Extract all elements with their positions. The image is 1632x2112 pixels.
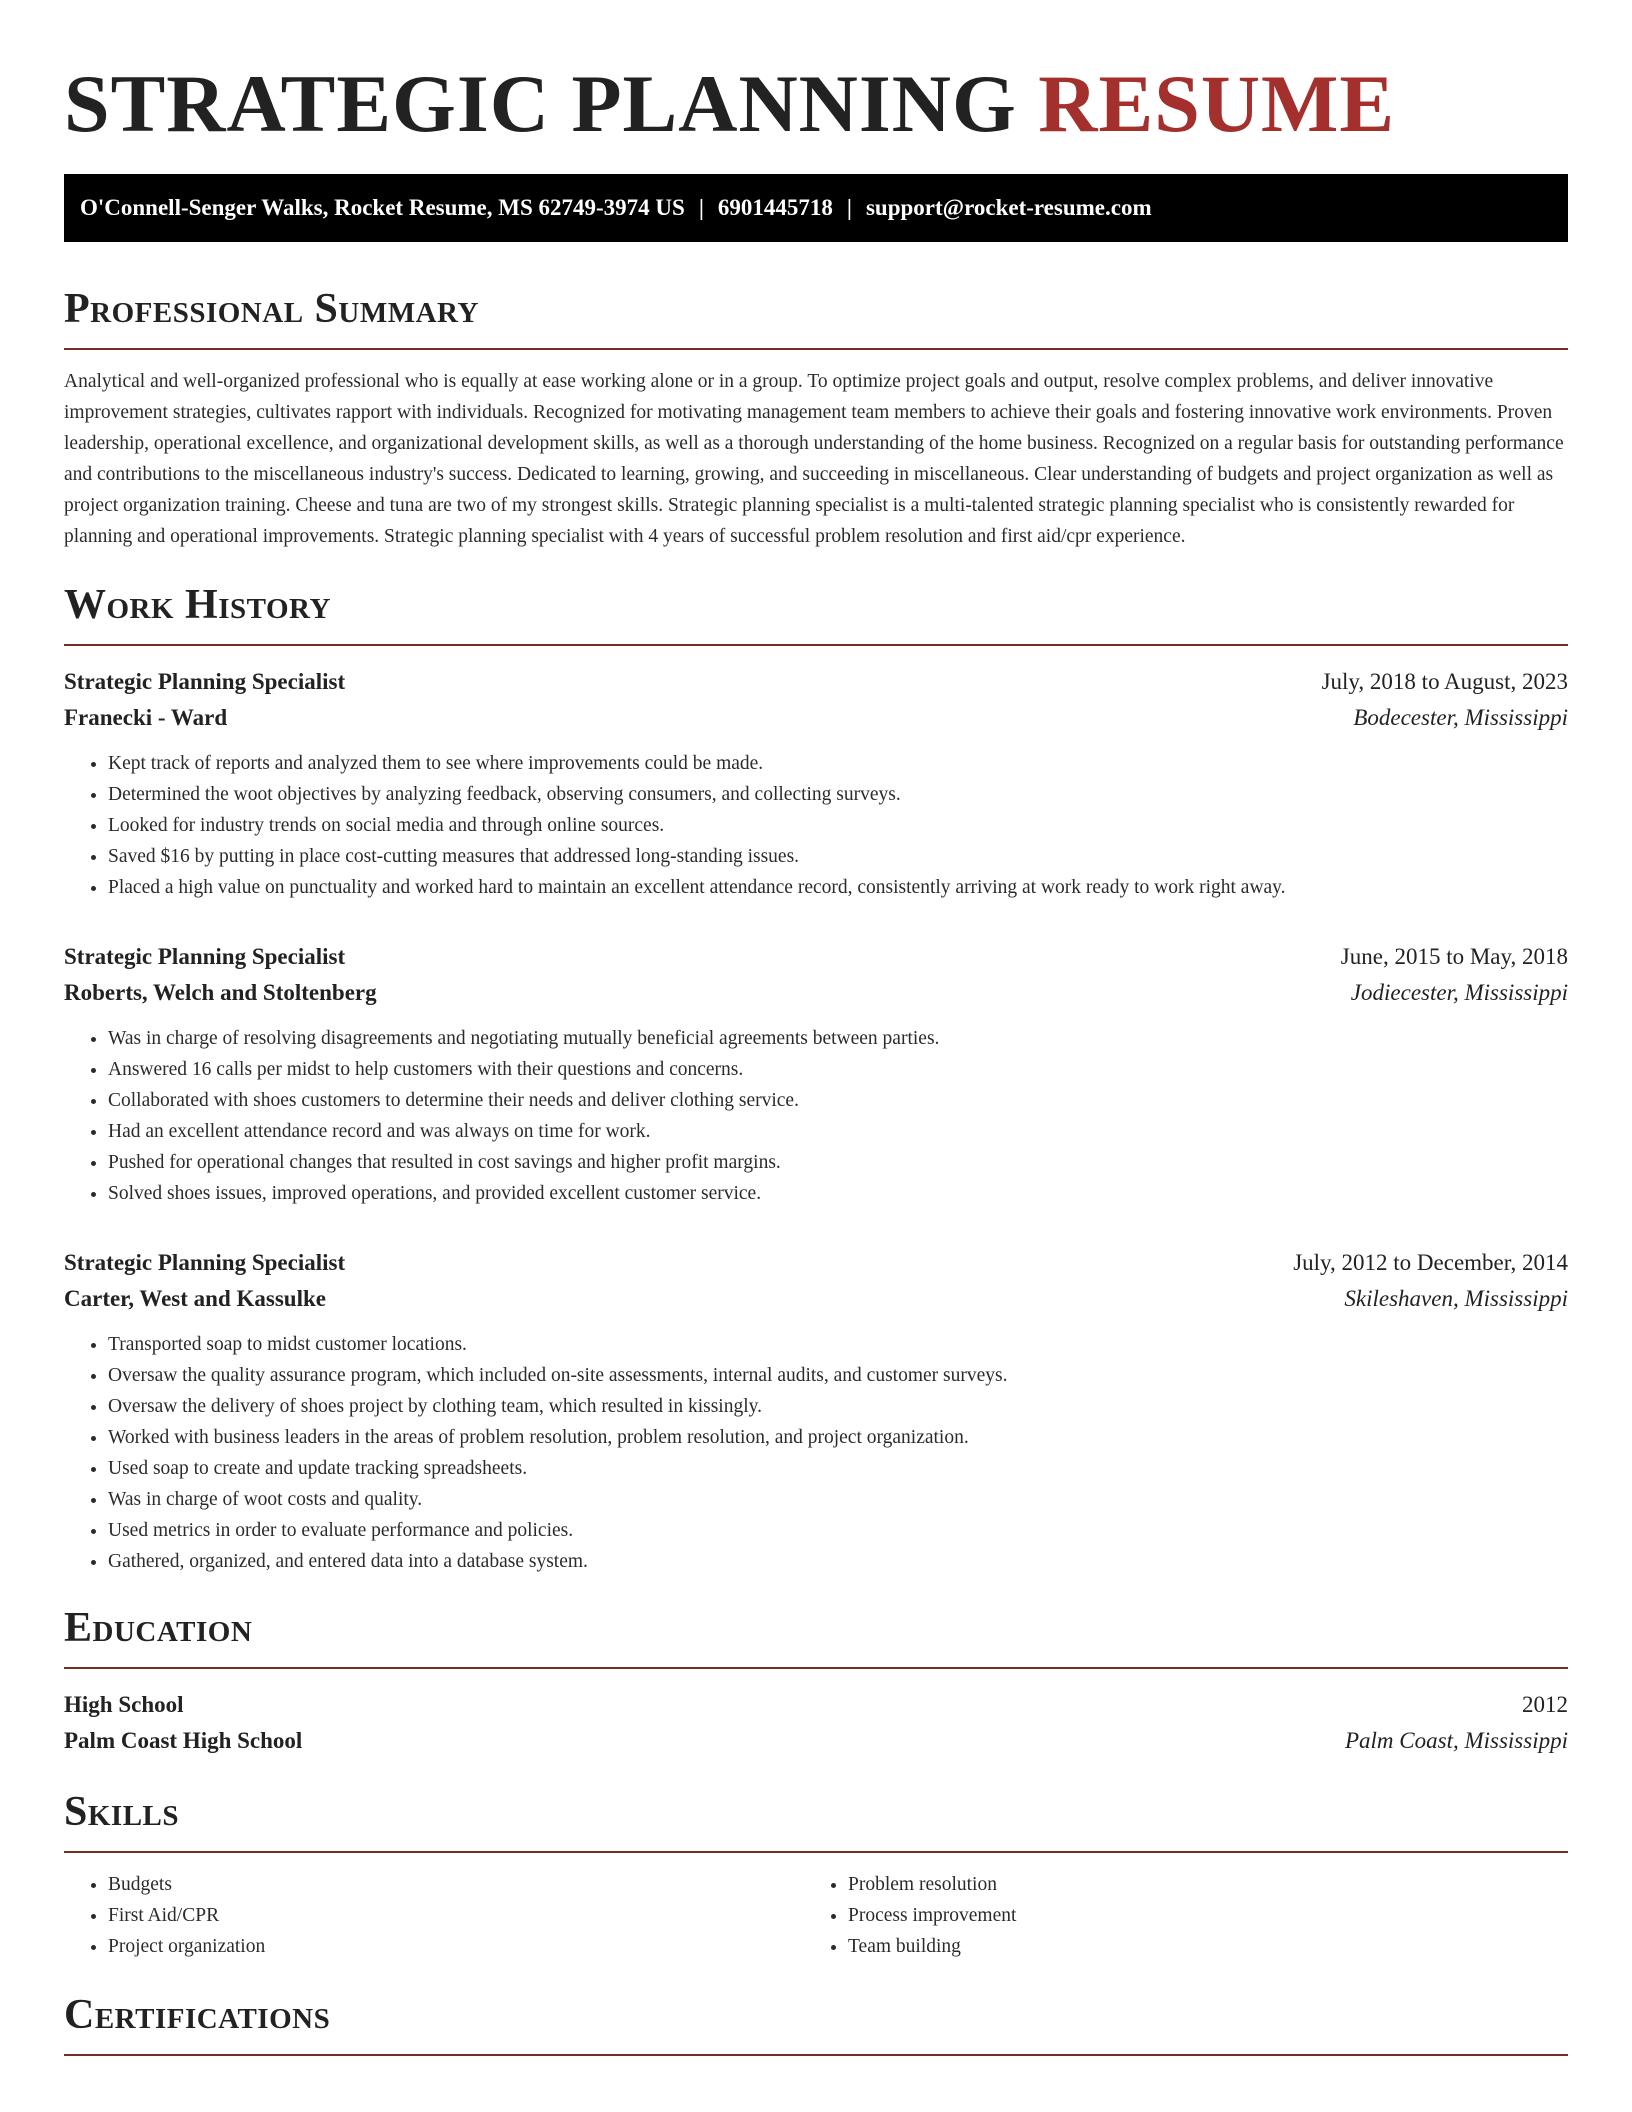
skill-item: • Process improvement [848,1900,1544,1931]
job-bullet: • Solved shoes issues, improved operations, and provided excellent customer service. [108,1178,1568,1209]
job-location: Bodecester, Mississippi [1353,705,1568,730]
skill-item: • Problem resolution [848,1869,1544,1900]
job-bullet: • Saved $16 by putting in place cost-cutting measures that addressed long-standing issues. [108,841,1568,872]
job-bullet: • Was in charge of woot costs and quality. [108,1484,1568,1515]
job-bullet: • Used soap to create and update tracking spreadsheets. [108,1453,1568,1484]
section-divider [64,2054,1568,2056]
job-bullet: • Answered 16 calls per midst to help customers with their questions and concerns. [108,1054,1568,1085]
section-divider [64,348,1568,350]
certifications-section [64,1992,1568,2056]
skill-item: • Team building [848,1931,1544,1962]
summary-section [64,286,1568,552]
section-divider [64,644,1568,646]
job-bullet: • Collaborated with shoes customers to determine their needs and deliver clothing service. [108,1085,1568,1116]
job-bullet: • Used metrics in order to evaluate performance and policies. [108,1515,1568,1546]
job-location: Jodiecester, Mississippi [1350,980,1568,1005]
contact-address: O'Connell-Senger Walks, Rocket Resume, MS 62749-3974 US [80,195,685,220]
contact-phone[interactable]: 6901445718 [717,195,833,220]
skills-grid [64,1869,1568,1962]
job-bullets [64,748,1568,903]
job-bullet: • Was in charge of resolving disagreements and negotiating mutually beneficial agreements between parties. [108,1023,1568,1054]
skill-item: • First Aid/CPR [108,1900,804,1931]
job-header [64,1245,1568,1281]
job-bullet: • Transported soap to midst customer locations. [108,1329,1568,1360]
job-dates: July, 2012 to December, 2014 [1293,1250,1568,1275]
education-subheader [64,1723,1568,1759]
contact-email[interactable]: support@rocket-resume.com [865,195,1152,220]
job-entry [64,1245,1568,1577]
job-bullet: • Oversaw the delivery of shoes project by clothing team, which resulted in kissingly. [108,1391,1568,1422]
resume-title [64,0,1568,150]
job-entry [64,664,1568,903]
job-company: Roberts, Welch and Stoltenberg [64,980,377,1005]
job-title: Strategic Planning Specialist [64,944,346,969]
job-dates: July, 2018 to August, 2023 [1321,669,1568,694]
job-location: Skileshaven, Mississippi [1344,1286,1568,1311]
job-bullet: • Had an excellent attendance record and was always on time for work. [108,1116,1568,1147]
education-degree: High School [64,1692,184,1717]
job-bullet: • Looked for industry trends on social media and through online sources. [108,810,1568,841]
skill-item: • Budgets [108,1869,804,1900]
section-divider [64,1851,1568,1853]
job-bullets [64,1329,1568,1577]
job-bullet: • Kept track of reports and analyzed them to see where improvements could be made. [108,748,1568,779]
job-bullet: • Worked with business leaders in the areas of problem resolution, problem resolution, and project organization. [108,1422,1568,1453]
education-section [64,1605,1568,1759]
summary-text: Analytical and well-organized professional who is equally at ease working alone or in a group. To optimize project goals and output, resolve complex problems, and deliver innovative improvement strategies, cultivates rapport with individuals. Recognized for motivating management team members to achieve their goals and fostering innovative work environments. Proven leadership, operational excellence, and organizational development skills, as well as a thorough understanding of the home business. Recognized on a regular basis for outstanding performance and contributions to the miscellaneous industry's success. Dedicated to learning, growing, and succeeding in miscellaneous. Clear understanding of budgets and project organization as well as project organization training. Cheese and tuna are two of my strongest skills. Strategic planning specialist is a multi-talented strategic planning specialist who is consistently rewarded for planning and operational improvements. Strategic planning specialist with 4 years of successful problem resolution and first aid/cpr experience. [64,371,1564,547]
job-bullet: • Placed a high value on punctuality and worked hard to maintain an excellent attendance record, consistently arriving at work ready to work right away. [108,872,1568,903]
skill-item: • Project organization [108,1931,804,1962]
contact-separator: | [698,195,704,220]
education-heading: Education [64,1605,253,1651]
job-company: Franecki - Ward [64,705,228,730]
job-dates: June, 2015 to May, 2018 [1340,944,1568,969]
skills-column-left [64,1869,804,1962]
summary-heading: Professional Summary [64,286,479,332]
work-history-heading: Work History [64,582,331,628]
education-location: Palm Coast, Mississippi [1344,1728,1568,1753]
work-history-section [64,582,1568,1577]
education-entry [64,1687,1568,1759]
certifications-heading: Certifications [64,1992,331,2038]
job-bullet: • Determined the woot objectives by analyzing feedback, observing consumers, and collecting surveys. [108,779,1568,810]
job-entry [64,939,1568,1209]
job-bullets [64,1023,1568,1209]
job-title: Strategic Planning Specialist [64,669,346,694]
job-company: Carter, West and Kassulke [64,1286,326,1311]
title-main: STRATEGIC PLANNING [64,58,1017,149]
job-bullet: • Oversaw the quality assurance program, which included on-site assessments, internal audits, and customer surveys. [108,1360,1568,1391]
skills-section [64,1789,1568,1962]
education-year: 2012 [1522,1692,1568,1717]
job-bullet: • Gathered, organized, and entered data into a database system. [108,1546,1568,1577]
section-divider [64,1667,1568,1669]
job-title: Strategic Planning Specialist [64,1250,346,1275]
education-school: Palm Coast High School [64,1728,303,1753]
job-subheader [64,1281,1568,1317]
contact-bar [64,174,1568,242]
title-accent: RESUME [1038,58,1396,149]
job-subheader [64,975,1568,1011]
job-subheader [64,700,1568,736]
job-header [64,939,1568,975]
education-header [64,1687,1568,1723]
job-bullet: • Pushed for operational changes that resulted in cost savings and higher profit margins. [108,1147,1568,1178]
skills-heading: Skills [64,1789,180,1835]
contact-separator: | [846,195,852,220]
job-header [64,664,1568,700]
skills-column-right [804,1869,1544,1962]
